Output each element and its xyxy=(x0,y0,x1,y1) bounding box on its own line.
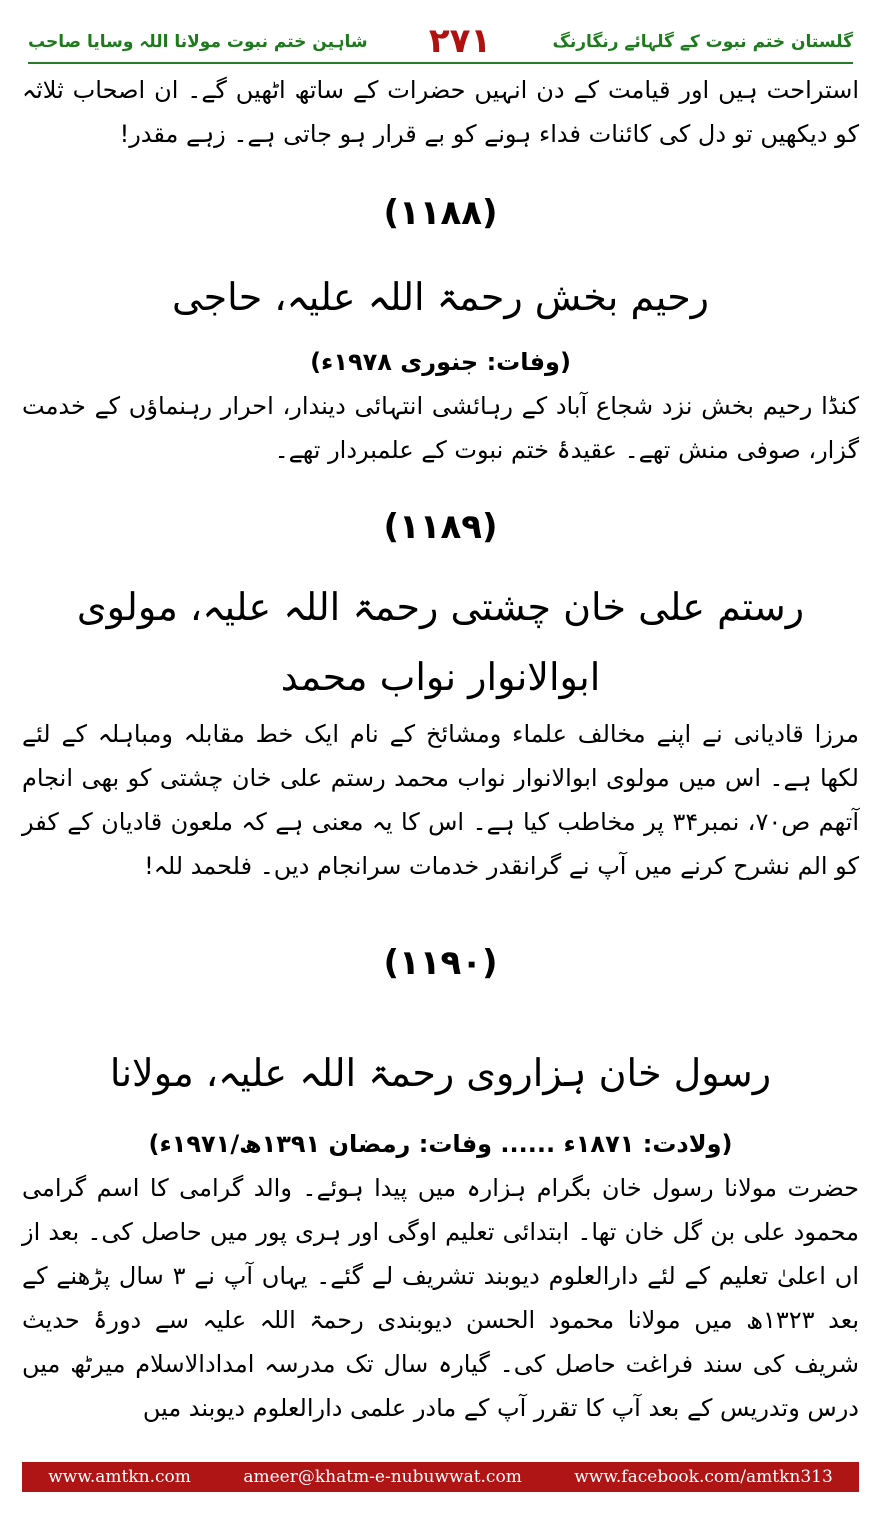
footer-facebook-link[interactable]: www.facebook.com/amtkn313 xyxy=(574,1467,833,1487)
header-author: شاہین ختم نبوت مولانا اللہ وسایا صاحب xyxy=(28,31,368,52)
entry-number: (۱۱۸۹) xyxy=(383,507,498,547)
entry-1189 xyxy=(22,492,859,888)
entry-1190 xyxy=(22,928,859,1430)
entry-number: (۱۱۸۸) xyxy=(383,193,498,233)
entry-body: حضرت مولانا رسول خان بگرام ہزارہ میں پیدا ہوئے۔ والد گرامی کا اسم گرامی محمود علی بن گل خان تھا۔ ابتدائی تعلیم اوگی اور ہری پور میں حاصل کی۔ بعد از اں اعلیٰ تعلیم کے لئے دارالعلوم دیوبند تشریف لے گئے۔ یہاں آپ نے ۳ سال پڑھنے کے بعد ۱۳۲۳ھ میں مولانا محمود الحسن دیوبندی رحمۃ اللہ علیہ سے دورۂ حدیث شریف کی سند فراغت حاصل کی۔ گیارہ سال تک مدرسہ امدادالاسلام میرٹھ میں درس وتدریس کے بعد آپ کا تقرر آپ کے مادر علمی دارالعلوم دیوبند میں xyxy=(22,1174,859,1422)
entry-body: کنڈا رحیم بخش نزد شجاع آباد کے رہائشی انتہائی دیندار، احرار رہنماؤں کے خدمت گزار، صوفی منش تھے۔ عقیدۂ ختم نبوت کے علمبردار تھے۔ xyxy=(22,392,859,464)
entry-1188 xyxy=(22,178,859,472)
entry-number: (۱۱۹۰) xyxy=(383,943,498,983)
header-book-title: گلستان ختم نبوت کے گلہائے رنگارنگ xyxy=(552,31,853,52)
entry-dates: (وفات: جنوری ۱۹۷۸ء) xyxy=(310,348,571,376)
entry-body: مرزا قادیانی نے اپنے مخالف علماء ومشائخ کے نام ایک خط مقابلہ ومباہلہ کے لئے لکھا ہے۔ اس میں مولوی ابوالانوار نواب محمد رستم علی خان چشتی کو بھی انجام آتھم ص۷۰، نمبر۳۴ پر مخاطب کیا ہے۔ اس کا یہ معنی ہے کہ ملعون قادیان کے کفر کو الم نشرح کرنے میں آپ نے گرانقدر خدمات سرانجام دیں۔ فلحمد للہ! xyxy=(22,720,860,880)
page-content xyxy=(22,68,859,1485)
entry-title: رحیم بخش رحمۃ اللہ علیہ، حاجی xyxy=(171,275,710,319)
intro-paragraph: استراحت ہیں اور قیامت کے دن انہیں حضرات کے ساتھ اٹھیں گے۔ ان اصحاب ثلاثہ کو دیکھیں تو دل کی کائنات فداء ہونے کو بے قرار ہو جاتی ہے۔ زہے مقدر! xyxy=(22,76,859,148)
footer-email-link[interactable]: ameer@khatm-e-nubuwwat.com xyxy=(243,1467,522,1487)
footer-website-link[interactable]: www.amtkn.com xyxy=(48,1467,191,1487)
page-number: ۲۷۱ xyxy=(428,21,492,61)
entry-title: رستم علی خان چشتی رحمۃ اللہ علیہ، مولوی ابوالانوار نواب محمد xyxy=(76,585,805,699)
page-footer xyxy=(22,1462,859,1492)
entry-dates: (ولادت: ۱۸۷۱ء ...... وفات: رمضان ۱۳۹۱ھ/۱۹۷۱ء) xyxy=(148,1130,733,1158)
entry-title: رسول خان ہزاروی رحمۃ اللہ علیہ، مولانا xyxy=(109,1051,772,1095)
page-header xyxy=(28,20,853,64)
